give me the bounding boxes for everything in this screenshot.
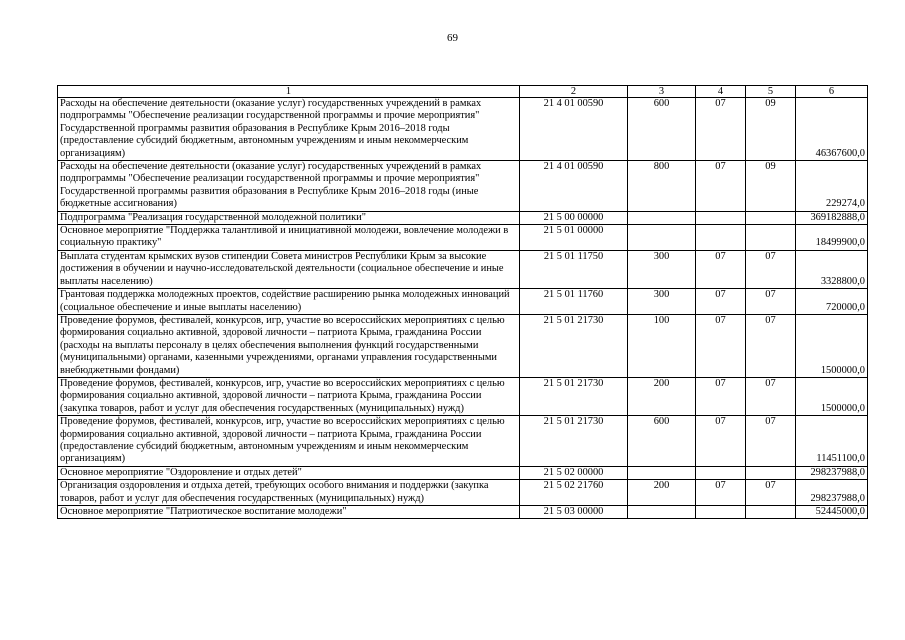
row-amount-cell: 46367600,0 [796, 98, 868, 161]
row-amount-cell: 369182888,0 [796, 211, 868, 224]
row-code-cell: 21 5 01 11760 [520, 289, 628, 315]
row-code-cell: 21 4 01 00590 [520, 98, 628, 161]
column-header: 3 [628, 86, 696, 98]
row-name-cell: Основное мероприятие "Поддержка талантливой и инициативной молодежи, вовлечение молодежи в социальную практику" [58, 225, 520, 251]
table-row [58, 377, 868, 415]
row-rz-cell [696, 225, 746, 251]
row-pr-cell [746, 211, 796, 224]
table-row [58, 98, 868, 161]
row-amount-cell: 298237988,0 [796, 480, 868, 506]
table-row [58, 211, 868, 224]
table-row [58, 480, 868, 506]
row-rz-cell [696, 211, 746, 224]
row-rz-cell: 07 [696, 480, 746, 506]
row-amount-cell: 18499900,0 [796, 225, 868, 251]
row-code-cell: 21 5 03 00000 [520, 506, 628, 519]
row-name-cell: Расходы на обеспечение деятельности (оказание услуг) государственных учреждений в рамках подпрограммы "Обеспечение реализации государственной программы и прочие мероприятия" Государственной программы развития образования в Республике Крым 2016–2018 годы (предоставление субсидий бюджетным, автономным учреждениям и иным некоммерческим организациям) [58, 98, 520, 161]
row-pr-cell: 07 [746, 314, 796, 377]
row-name-cell: Проведение форумов, фестивалей, конкурсов, игр, участие во всероссийских мероприятиях с целью формирования социально активной, здоровой личности – патриота Крыма, гражданина России (предоставление субсидий бюджетным, автономным учреждениям и иным некоммерческим организациям) [58, 416, 520, 467]
row-name-cell: Расходы на обеспечение деятельности (оказание услуг) государственных учреждений в рамках подпрограммы "Обеспечение реализации государственной программы и прочие мероприятия" Государственной программы развития образования в Республике Крым 2016–2018 годы (иные бюджетные ассигнования) [58, 161, 520, 212]
row-rz-cell: 07 [696, 250, 746, 288]
row-rz-cell: 07 [696, 314, 746, 377]
row-code-cell: 21 5 01 21730 [520, 377, 628, 415]
row-pr-cell [746, 466, 796, 479]
row-kvr-cell: 300 [628, 250, 696, 288]
row-name-cell: Подпрограмма "Реализация государственной молодежной политики" [58, 211, 520, 224]
row-amount-cell: 11451100,0 [796, 416, 868, 467]
column-header: 4 [696, 86, 746, 98]
row-name-cell: Грантовая поддержка молодежных проектов, содействие расширению рынка молодежных инноваций (социальное обеспечение и иные выплаты населению) [58, 289, 520, 315]
row-kvr-cell: 100 [628, 314, 696, 377]
row-name-cell: Основное мероприятие "Патриотическое воспитание молодежи" [58, 506, 520, 519]
row-pr-cell: 07 [746, 250, 796, 288]
row-code-cell: 21 5 01 11750 [520, 250, 628, 288]
table-row [58, 289, 868, 315]
row-kvr-cell [628, 506, 696, 519]
row-kvr-cell: 600 [628, 98, 696, 161]
row-pr-cell: 07 [746, 480, 796, 506]
row-amount-cell: 1500000,0 [796, 314, 868, 377]
table-row [58, 225, 868, 251]
row-pr-cell: 09 [746, 98, 796, 161]
row-rz-cell: 07 [696, 98, 746, 161]
row-rz-cell: 07 [696, 416, 746, 467]
row-pr-cell [746, 506, 796, 519]
column-header: 1 [58, 86, 520, 98]
row-code-cell: 21 5 02 21760 [520, 480, 628, 506]
row-amount-cell: 1500000,0 [796, 377, 868, 415]
row-pr-cell: 07 [746, 377, 796, 415]
table-header-row [58, 86, 868, 98]
table-row [58, 506, 868, 519]
row-kvr-cell: 300 [628, 289, 696, 315]
row-kvr-cell [628, 466, 696, 479]
row-amount-cell: 3328800,0 [796, 250, 868, 288]
row-name-cell: Проведение форумов, фестивалей, конкурсов, игр, участие во всероссийских мероприятиях с целью формирования социально активной, здоровой личности – патриота Крыма, гражданина России (расходы на выплаты персоналу в целях обеспечения выполнения функций государственными (муниципальными) органами, казенными учреждениями, органами управления государственными внебюджетными фондами) [58, 314, 520, 377]
row-code-cell: 21 5 01 21730 [520, 416, 628, 467]
row-code-cell: 21 5 01 21730 [520, 314, 628, 377]
row-rz-cell: 07 [696, 377, 746, 415]
row-kvr-cell [628, 225, 696, 251]
row-code-cell: 21 5 01 00000 [520, 225, 628, 251]
budget-table [57, 85, 868, 519]
row-rz-cell: 07 [696, 161, 746, 212]
row-code-cell: 21 4 01 00590 [520, 161, 628, 212]
row-name-cell: Проведение форумов, фестивалей, конкурсов, игр, участие во всероссийских мероприятиях с целью формирования социально активной, здоровой личности – патриота Крыма, гражданина России (закупка товаров, работ и услуг для обеспечения государственных (муниципальных) нужд) [58, 377, 520, 415]
row-kvr-cell: 800 [628, 161, 696, 212]
row-kvr-cell: 200 [628, 480, 696, 506]
row-kvr-cell: 600 [628, 416, 696, 467]
row-rz-cell: 07 [696, 289, 746, 315]
row-kvr-cell: 200 [628, 377, 696, 415]
column-header: 2 [520, 86, 628, 98]
page-number: 69 [447, 32, 458, 44]
table-row [58, 250, 868, 288]
row-pr-cell [746, 225, 796, 251]
column-header: 5 [746, 86, 796, 98]
table-row [58, 416, 868, 467]
table-row [58, 161, 868, 212]
row-amount-cell: 52445000,0 [796, 506, 868, 519]
row-name-cell: Основное мероприятие "Оздоровление и отдых детей" [58, 466, 520, 479]
column-header: 6 [796, 86, 868, 98]
table-row [58, 314, 868, 377]
row-name-cell: Выплата студентам крымских вузов стипендии Совета министров Республики Крым за высокие достижения в обучении и научно-исследовательской деятельности (социальное обеспечение и иные выплаты населению) [58, 250, 520, 288]
row-pr-cell: 09 [746, 161, 796, 212]
row-amount-cell: 229274,0 [796, 161, 868, 212]
row-code-cell: 21 5 02 00000 [520, 466, 628, 479]
row-code-cell: 21 5 00 00000 [520, 211, 628, 224]
row-name-cell: Организация оздоровления и отдыха детей, требующих особого внимания и поддержки (закупка товаров, работ и услуг для обеспечения государственных (муниципальных) нужд) [58, 480, 520, 506]
row-kvr-cell [628, 211, 696, 224]
row-amount-cell: 720000,0 [796, 289, 868, 315]
table-row [58, 466, 868, 479]
row-rz-cell [696, 506, 746, 519]
row-amount-cell: 298237988,0 [796, 466, 868, 479]
row-pr-cell: 07 [746, 289, 796, 315]
row-pr-cell: 07 [746, 416, 796, 467]
row-rz-cell [696, 466, 746, 479]
